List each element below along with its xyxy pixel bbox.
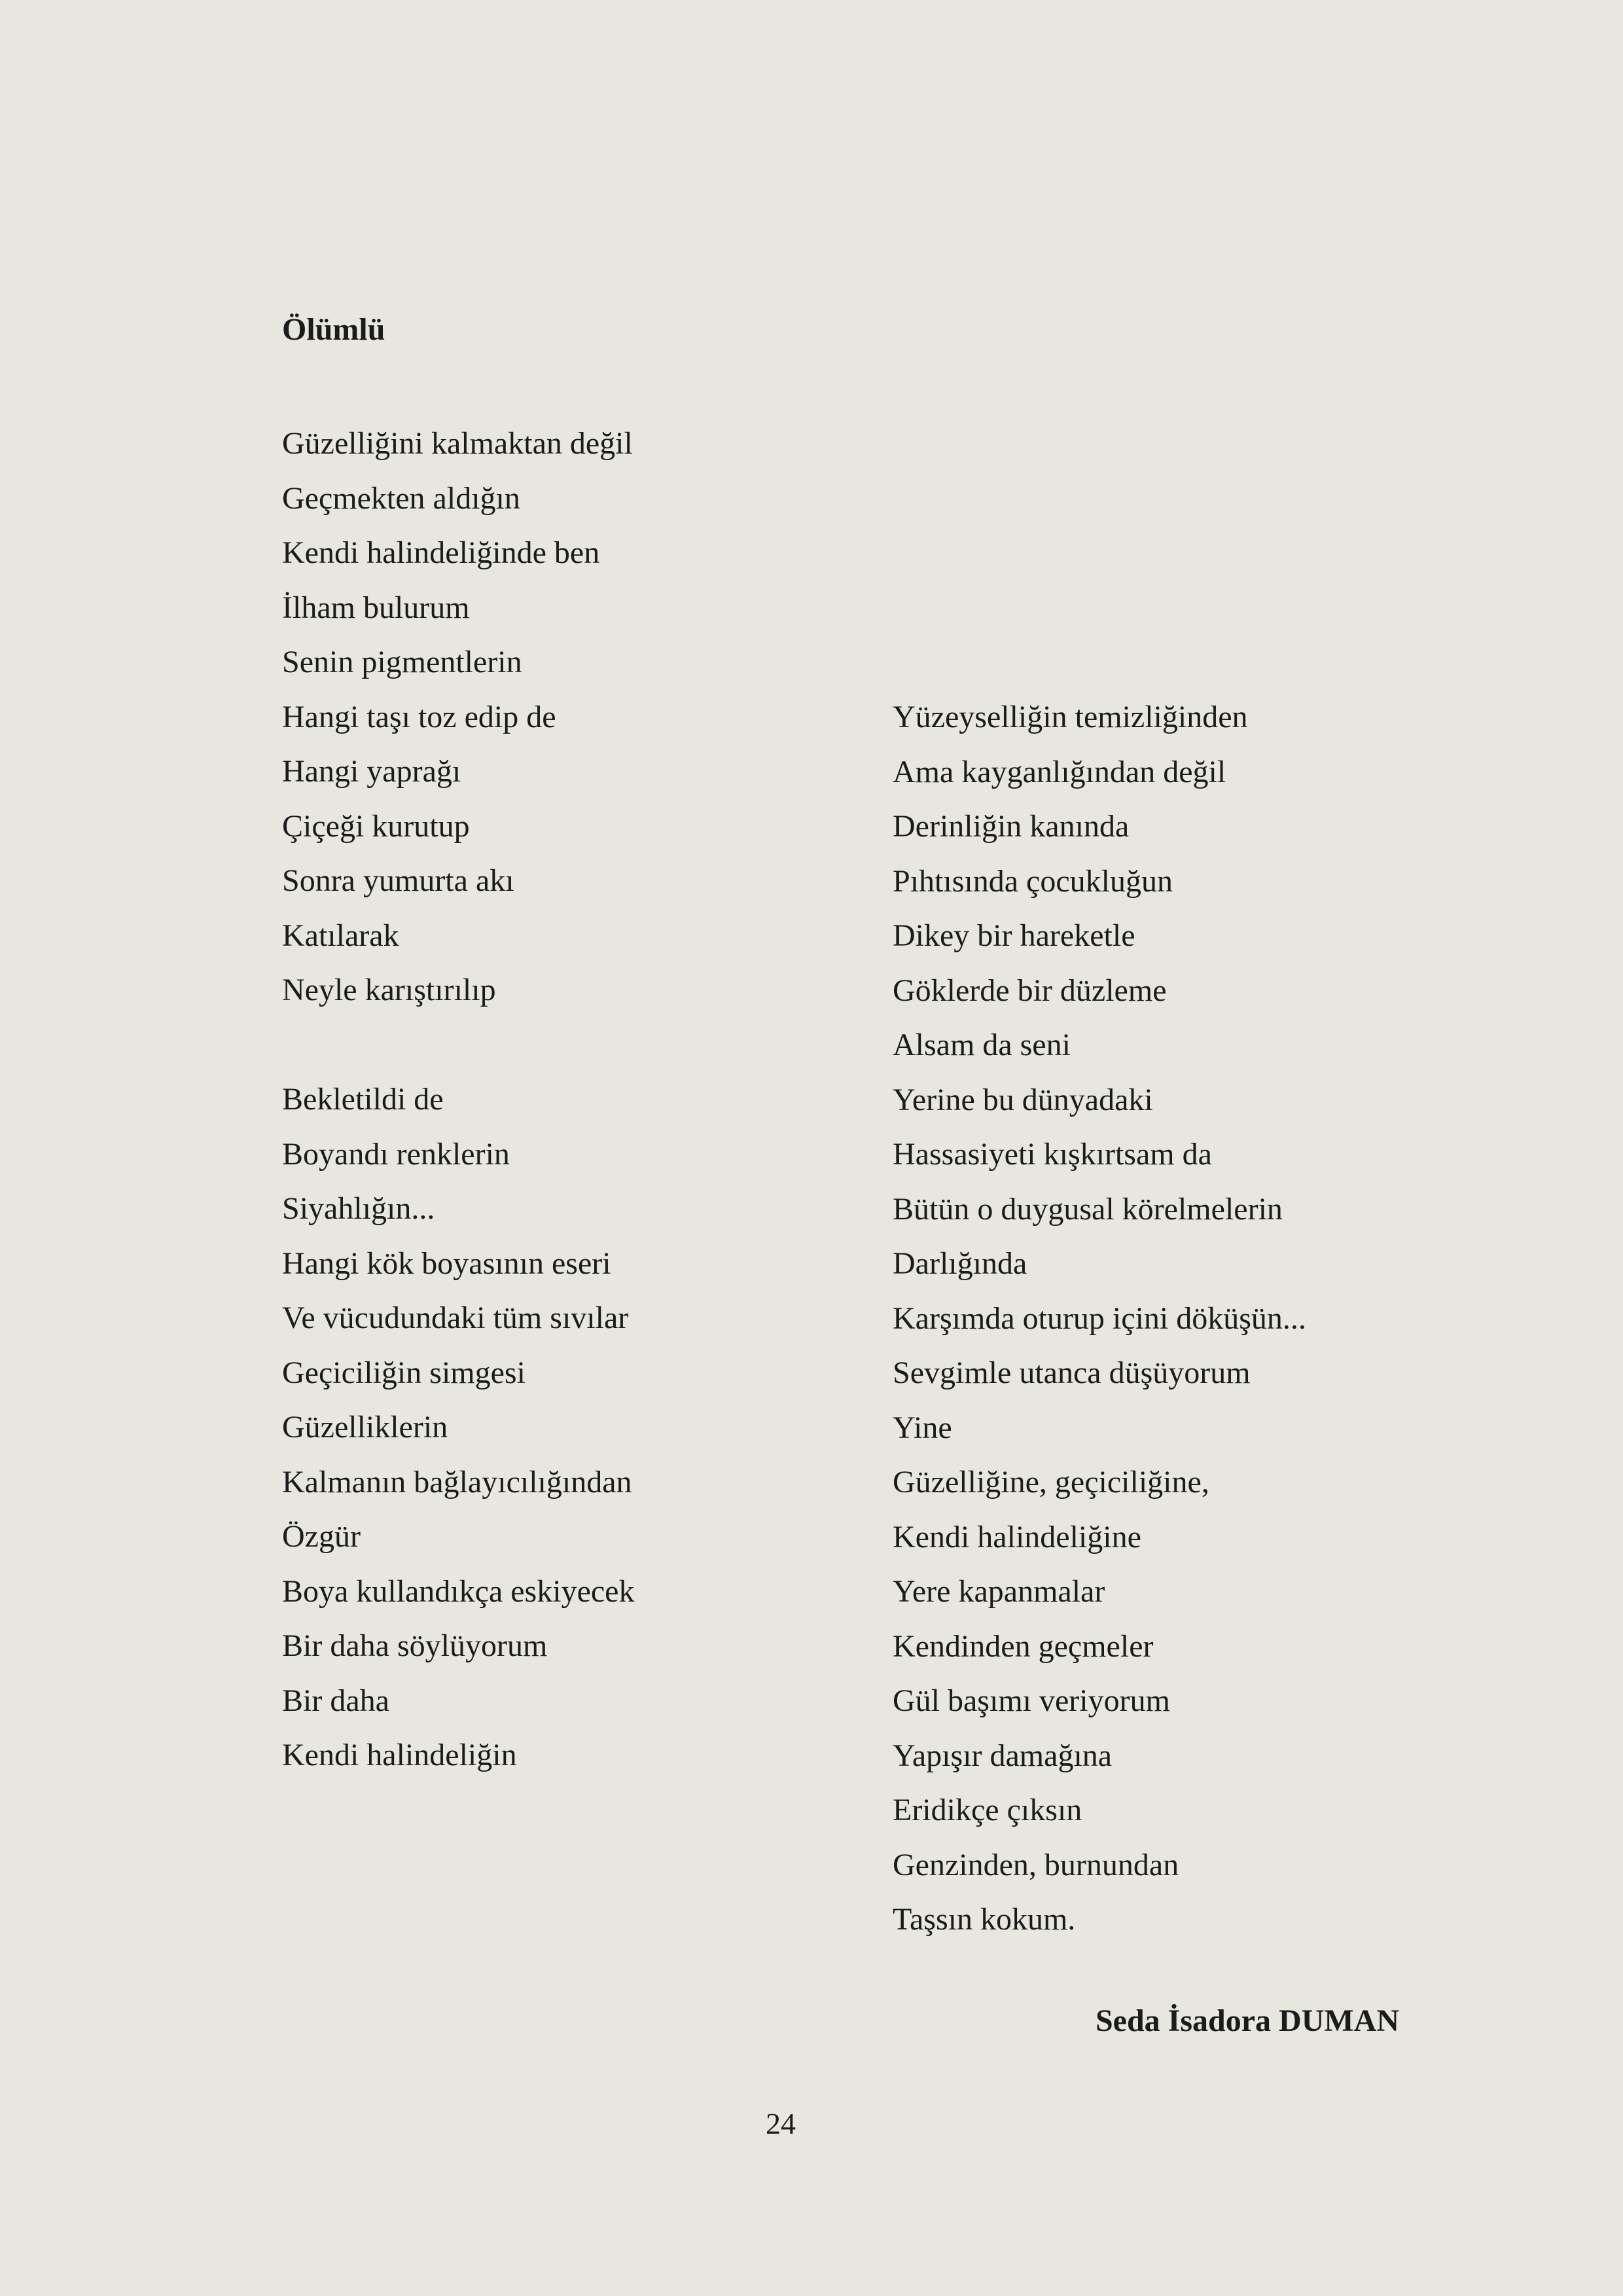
poem-line: Kendi halindeliğin (282, 1738, 517, 1772)
poem-line: Bir daha (282, 1683, 389, 1718)
poem-line: Geçmekten aldığın (282, 480, 520, 516)
poem-author: Seda İsadora DUMAN (1095, 2003, 1399, 2038)
poem-line: Boyandı renklerin (282, 1136, 510, 1172)
poem-line: Çiçeği kurutup (282, 808, 470, 844)
poem-line: Geçiciliğin simgesi (282, 1355, 526, 1390)
poem-line: Sevgimle utanca düşüyorum (893, 1355, 1251, 1390)
poem-line: Pıhtısında çocukluğun (893, 863, 1173, 899)
poem-line: Kalmanın bağlayıcılığından (282, 1464, 632, 1499)
poem-right-column (893, 690, 1547, 1947)
poem-line: Güzelliğine, geçiciliğine, (893, 1465, 1209, 1499)
poem-line: Kendi halindeliğine (893, 1519, 1141, 1554)
poem-line: Taşsın kokum. (893, 1902, 1076, 1937)
poem-line: Karşımda oturup içini döküşün... (893, 1300, 1306, 1336)
poem-line: Senin pigmentlerin (282, 645, 522, 679)
poem-line: Kendi halindeliğinde ben (282, 535, 600, 570)
stanza-break (282, 1018, 936, 1073)
poem-line: Kendinden geçmeler (893, 1628, 1154, 1664)
poem-line: Güzelliğini kalmaktan değil (282, 426, 633, 461)
poem-line: Yine (893, 1410, 952, 1445)
poem-line: Darlığında (893, 1246, 1027, 1281)
poem-line: Özgür (282, 1519, 361, 1554)
poem-line: Hangi kök boyasının eseri (282, 1246, 611, 1281)
poem-line: Genzinden, burnundan (893, 1847, 1179, 1882)
poem-title: Ölümlü (282, 312, 385, 347)
poem-line: Katılarak (282, 918, 399, 953)
poem-line: Hassasiyeti kışkırtsam da (893, 1137, 1212, 1172)
poem-line: Yere kapanmalar (893, 1574, 1105, 1609)
poem-line: Yerine bu dünyadaki (893, 1082, 1153, 1117)
poem-line: Boya kullandıkça eskiyecek (282, 1573, 635, 1609)
poem-line: Derinliğin kanında (893, 809, 1130, 844)
poem-left-column (282, 416, 936, 1783)
poem-line: Göklerde bir düzleme (893, 973, 1167, 1008)
poem-line: Bekletildi de (282, 1082, 444, 1117)
poem-line: Bir daha söylüyorum (282, 1628, 548, 1663)
poem-line: Ama kayganlığından değil (893, 754, 1226, 789)
poem-line: Hangi yaprağı (282, 754, 461, 789)
poem-line: Hangi taşı toz edip de (282, 699, 556, 734)
poem-line: Dikey bir hareketle (893, 918, 1135, 953)
page-number: 24 (766, 2107, 796, 2140)
poem-line: Bütün o duygusal körelmelerin (893, 1191, 1283, 1227)
poem-line: Neyle karıştırılıp (282, 973, 496, 1007)
poem-line: Siyahlığın... (282, 1191, 435, 1226)
poem-line: Gül başımı veriyorum (893, 1683, 1170, 1718)
poem-line: Ve vücudundaki tüm sıvılar (282, 1300, 629, 1335)
poem-line: Yapışır damağına (893, 1738, 1113, 1773)
poem-line: İlham bulurum (282, 590, 470, 625)
poem-line: Sonra yumurta akı (282, 863, 514, 898)
poem-line: Yüzeyselliğin temizliğinden (893, 700, 1248, 734)
poem-line: Güzelliklerin (282, 1410, 448, 1444)
poem-line: Eridikçe çıksın (893, 1793, 1082, 1827)
poem-line: Alsam da seni (893, 1028, 1071, 1062)
